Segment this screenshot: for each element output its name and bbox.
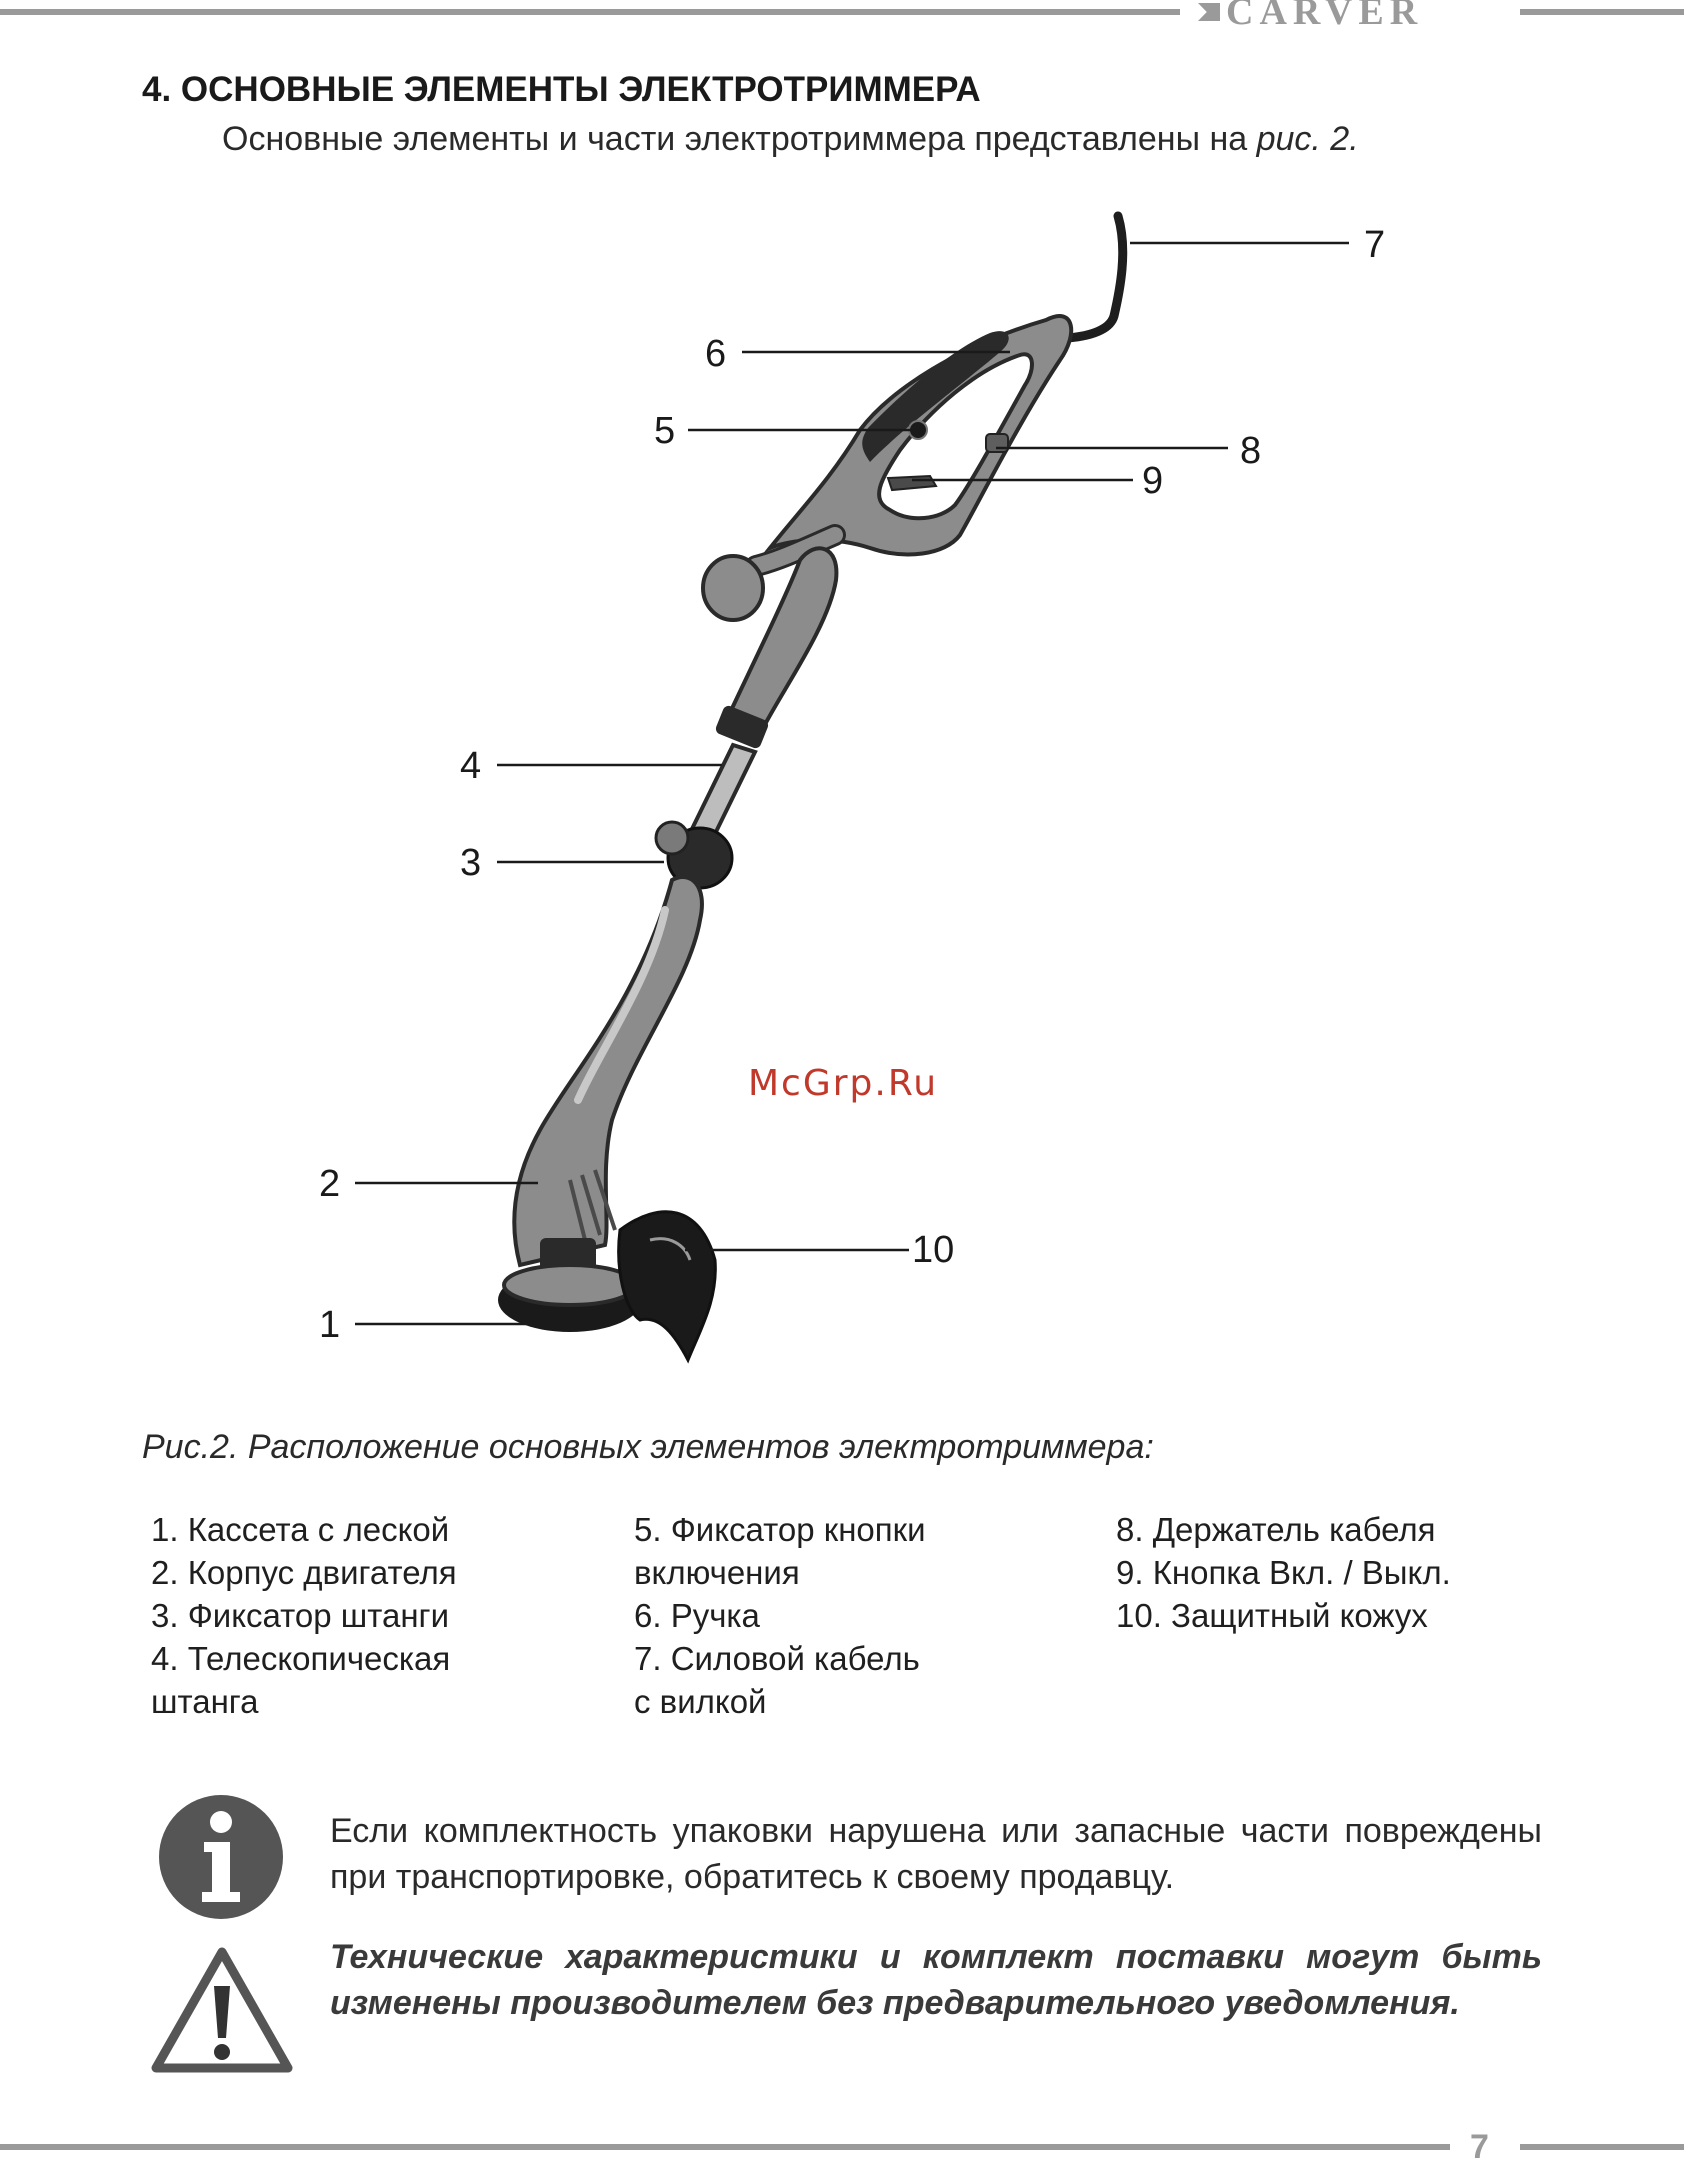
list-item: 10. Защитный кожух [1116,1597,1428,1634]
parts-list-column-3 [1116,1508,1596,1637]
list-item: 6. Ручка [634,1597,760,1634]
info-note: Если комплектность упаковки нарушена или запасные части повреждены при транспортировке, обратитесь к своему продавцу. [330,1812,1542,1896]
aux-handle-knob [703,556,763,620]
brand-mark-icon [1198,3,1220,21]
watermark: McGrp.Ru [748,1063,939,1104]
info-icon [158,1794,284,1920]
list-item: включения [634,1554,800,1591]
callout-9: 9 [1142,460,1164,502]
brand-name: CARVER [1226,0,1424,33]
list-item: 3. Фиксатор штанги [151,1597,450,1634]
list-item: 8. Держатель кабеля [1116,1511,1436,1548]
callout-7: 7 [1364,224,1386,266]
footer-rule-right [1520,2144,1684,2150]
figure-reference: рис. 2. [1256,120,1359,158]
spool-cassette [504,1265,636,1305]
callout-10: 10 [912,1229,955,1271]
telescopic-shaft [690,745,755,840]
callout-8: 8 [1240,430,1262,472]
leader-lines [355,243,1349,1324]
brand-logo [1198,0,1424,33]
callout-1: 1 [319,1304,341,1346]
list-item: 2. Корпус двигателя [151,1554,457,1591]
list-item: 1. Кассета с леской [151,1511,450,1548]
callout-3: 3 [460,842,482,884]
header-rule-left [0,9,1180,15]
power-cable [1068,216,1123,338]
callout-6: 6 [705,333,727,375]
page-number: 7 [1470,2128,1489,2166]
trimmer-figure [0,200,1684,1380]
section-title: 4. ОСНОВНЫЕ ЭЛЕМЕНТЫ ЭЛЕКТРОТРИММЕРА [142,70,981,109]
warning-icon [150,1946,294,2074]
list-item: 4. Телескопическая [151,1640,451,1677]
list-item: 7. Силовой кабель [634,1640,920,1677]
list-item: штанга [151,1683,259,1720]
list-item: 9. Кнопка Вкл. / Выкл. [1116,1554,1451,1591]
callout-5: 5 [654,410,676,452]
cable-holder [986,434,1008,452]
intro-text: Основные элементы и части электротриммера представлены на [222,120,1257,158]
parts-list-column-2 [634,1508,1074,1723]
warning-note: Технические характеристики и комплект поставки могут быть изменены производителем без предварительного уведомления. [330,1938,1542,2022]
callout-4: 4 [460,745,482,787]
list-item: 5. Фиксатор кнопки [634,1511,926,1548]
list-item: с вилкой [634,1683,767,1720]
intro-paragraph [222,120,1359,159]
header-rule-right [1520,9,1684,15]
callout-2: 2 [319,1163,341,1205]
protective-guard [619,1212,716,1360]
footer-rule-left [0,2144,1450,2150]
figure-caption: Рис.2. Расположение основных элементов электротриммера: [142,1428,1154,1466]
parts-list-column-1 [151,1508,591,1723]
